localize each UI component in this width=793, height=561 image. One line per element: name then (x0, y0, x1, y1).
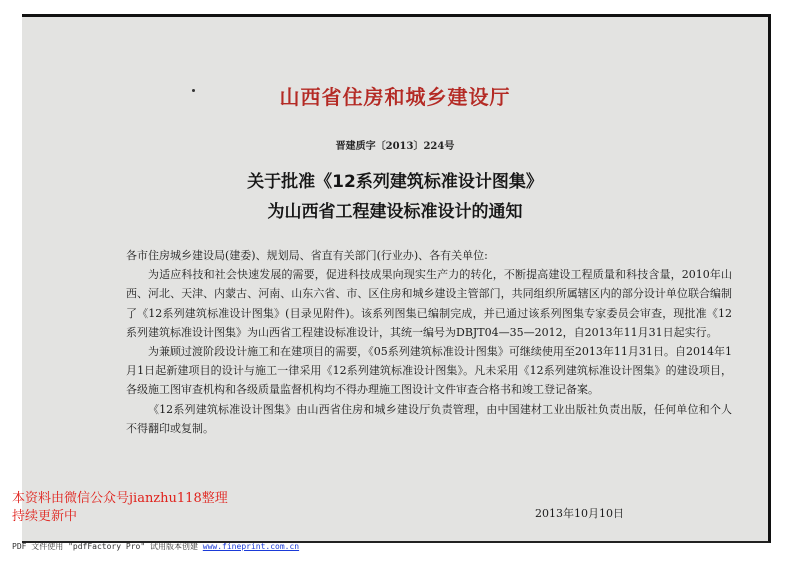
document-number: 晋建质字〔2013〕224号 (335, 141, 455, 152)
body-paragraph-2: 为兼顾过渡阶段设计施工和在建项目的需要，《05系列建筑标准设计图集》可继续使用至2013年11月31日。自2014年1月1日起新建项目的设计与施工一律采用《12系列建筑标准设计图集》。凡未采用《12系列建筑标准设计图集》的建设项目，各级施工图审查机构和各级质量监督机构均不得办理施工图设计文件审查合格书和竣工登记备案。 (126, 345, 732, 397)
body-paragraph-1: 为适应科技和社会快速发展的需要，促进科技成果向现实生产力的转化，不断提高建设工程质量和科技含量，2010年山西、河北、天津、内蒙古、河南、山东六省、市、区住房和城乡建设主管部门，共同组织所属辖区内的部分设计单位联合编制了《12系列建筑标准设计图集》(目录见附件)。该系列图集已编制完成，并已通过该系列图集专家委员会审查，现批准《12系列建筑标准设计图集》为山西省工程建设标准设计，其统一编号为DBJT04—35—2012，自2013年11月31日起实行。 (126, 268, 732, 339)
pdf-footer (12, 541, 299, 552)
agency-header: 山西省住房和城乡建设厅 (279, 85, 511, 109)
notice-body (126, 246, 732, 438)
watermark-line-2: 持续更新中 (12, 509, 78, 524)
footer-link[interactable]: www.fineprint.com.cn (202, 542, 300, 551)
issue-date: 2013年10月10日 (535, 507, 624, 520)
watermark-line-1: 本资料由微信公众号jianzhu118整理 (12, 491, 228, 506)
body-paragraph-3: 《12系列建筑标准设计图集》由山西省住房和城乡建设厅负责管理，由中国建材工业出版社负责出版，任何单位和个人不得翻印或复制。 (126, 402, 732, 435)
notice-title-line1: 关于批准《12系列建筑标准设计图集》 (247, 172, 543, 192)
footer-text: PDF 文件使用 "pdfFactory Pro" 试用版本创建 (12, 542, 203, 551)
scanned-notice-page (22, 14, 771, 543)
watermark-overlay (12, 490, 228, 526)
notice-title-line2: 为山西省工程建设标准设计的通知 (267, 202, 523, 222)
salutation: 各市住房城乡建设局(建委)、规划局、省直有关部门(行业办)、各有关单位: (126, 249, 488, 262)
